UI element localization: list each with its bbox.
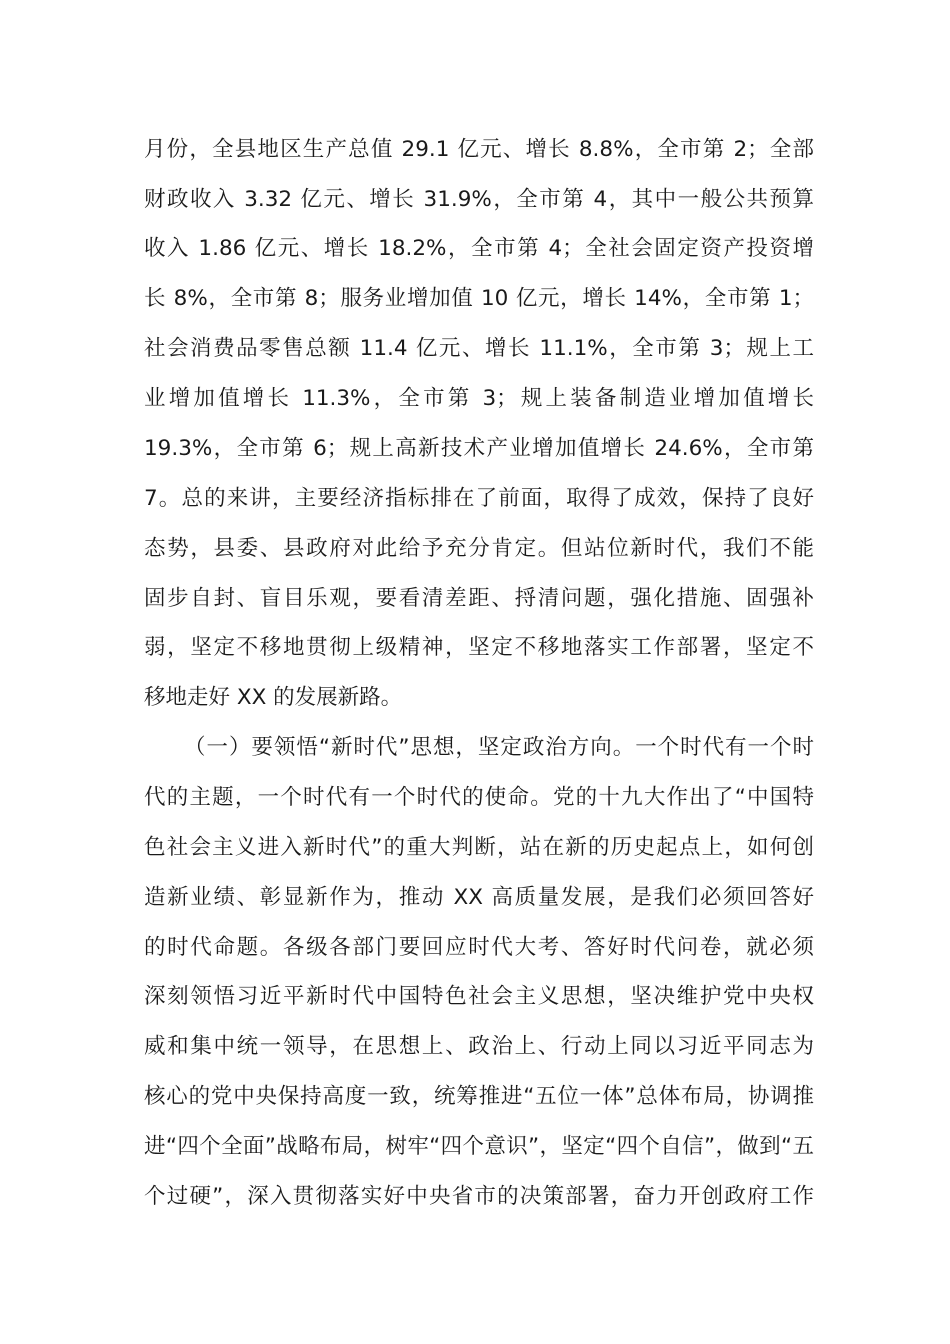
text-line-20: 核心的党中央保持高度一致，统筹推进“五位一体”总体布局，协调推 [144,1084,814,1109]
text-line-9: 态势，县委、县政府对此给予充分肯定。但站位新时代，我们不能 [144,536,814,561]
text-line-7: 19.3%，全市第 6；规上高新技术产业增加值增长 24.6%，全市第 [144,436,814,461]
text-line-15: 色社会主义进入新时代”的重大判断，站在新的历史起点上，如何创 [144,835,814,860]
text-line-4: 长 8%，全市第 8；服务业增加值 10 亿元，增长 14%，全市第 1； [144,286,814,311]
text-line-14: 代的主题，一个时代有一个时代的使命。党的十九大作出了“中国特 [144,785,814,810]
text-line-11: 弱，坚定不移地贯彻上级精神，坚定不移地落实工作部署，坚定不 [144,635,814,660]
text-line-19: 威和集中统一领导，在思想上、政治上、行动上同以习近平同志为 [144,1034,814,1059]
text-line-3: 收入 1.86 亿元、增长 18.2%，全市第 4；全社会固定资产投资增 [144,236,814,261]
text-line-2: 财政收入 3.32 亿元、增长 31.9%，全市第 4，其中一般公共预算 [144,187,814,212]
text-line-22: 个过硬”，深入贯彻落实好中央省市的决策部署，奋力开创政府工作 [144,1184,814,1209]
paragraph-end-line: 移地走好 XX 的发展新路。 [144,685,403,710]
text-line-6: 业增加值增长 11.3%，全市第 3；规上装备制造业增加值增长 [144,386,814,411]
text-line-10: 固步自封、盲目乐观，要看清差距、捋清问题，强化措施、固强补 [144,586,814,611]
section-heading-line: （一）要领悟“新时代”思想，坚定政治方向。一个时代有一个时 [184,735,814,760]
text-line-8: 7。总的来讲，主要经济指标排在了前面，取得了成效，保持了良好 [144,486,814,511]
text-line-16: 造新业绩、彰显新作为，推动 XX 高质量发展，是我们必须回答好 [144,885,814,910]
text-line-21: 进“四个全面”战略布局，树牢“四个意识”，坚定“四个自信”，做到“五 [144,1134,814,1159]
text-line-17: 的时代命题。各级各部门要回应时代大考、答好时代问卷，就必须 [144,935,814,960]
text-line-18: 深刻领悟习近平新时代中国特色社会主义思想，坚决维护党中央权 [144,984,814,1009]
text-line-5: 社会消费品零售总额 11.4 亿元、增长 11.1%，全市第 3；规上工 [144,336,814,361]
text-line-1: 月份，全县地区生产总值 29.1 亿元、增长 8.8%，全市第 2；全部 [144,137,814,162]
